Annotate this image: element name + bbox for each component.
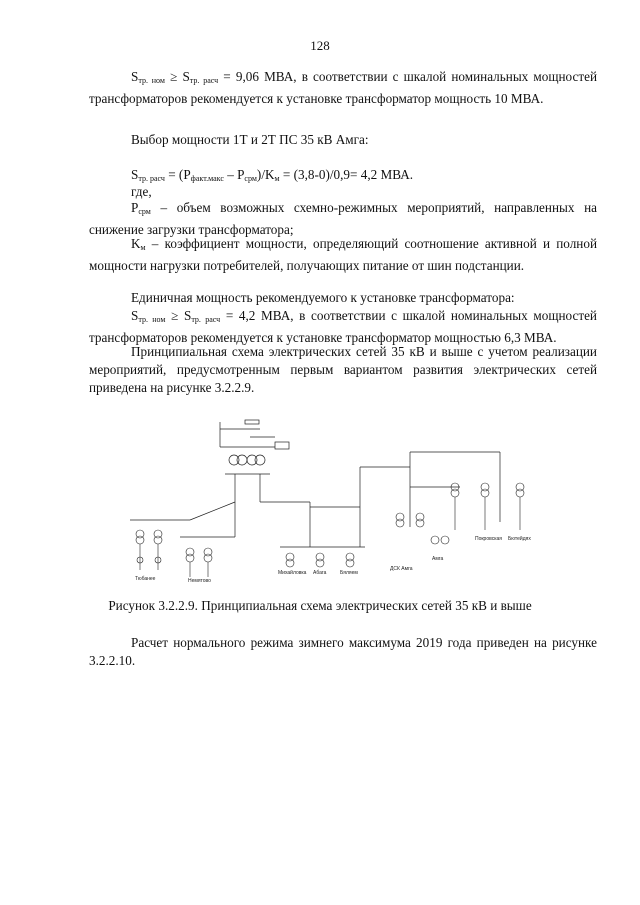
heading-amga-selection: Выбор мощности 1Т и 2Т ПС 35 кВ Амга:: [131, 132, 369, 147]
substation-label: Амга: [432, 556, 444, 562]
substation-label: Михайловка: [278, 570, 307, 576]
definition-psrm: $P_{срм}$ – объем возможных схемно-режимных мероприятий, направленных на снижение загрузки трансформатора;: [89, 200, 597, 237]
unit-power-heading: Единичная мощность рекомендуемого к установке трансформатора:: [131, 290, 515, 305]
where-label: где,: [131, 184, 152, 199]
paragraph-transformer-rating-2: $S_{тр. ном} \ge S_{тр. расч} = 4,2$ МВА, в соответствии с шкалой номинальных мощностей трансформаторов рекомендуется к установке трансформатор мощностью 6,3 МВА.: [89, 308, 597, 345]
substation-label: Бютейдях: [508, 536, 531, 542]
paragraph-calc-reference: Расчет нормального режима зимнего максимума 2019 года приведен на рисунке 3.2.2.10.: [89, 635, 597, 668]
formula-amga-calc: $S_{тр. расч} = (P_{факт.макс} - P_{срм})/K_м = (3,8-0)/0,9= 4,2$ МВА.: [131, 167, 414, 183]
definition-km: $K_м$ – коэффициент мощности, определяющий соотношение активной и полной мощности нагрузки потребителей, получающих питание от шин подстанции.: [89, 236, 597, 273]
network-schematic-diagram: [100, 412, 540, 592]
substation-label: ДСК Амга: [390, 566, 413, 572]
paragraph-transformer-rating-1: $S_{тр. ном} \ge S_{тр. расч} = 9,06$ МВА, в соответствии с шкалой номинальных мощностей трансформаторов рекомендуется к установке трансформатор мощность 10 МВА.: [89, 69, 597, 106]
figure-caption: Рисунок 3.2.2.9. Принципиальная схема электрических сетей 35 кВ и выше: [108, 598, 532, 613]
paragraph-scheme-reference: Принципиальная схема электрических сетей 35 кВ и выше с учетом реализации мероприятий, предусмотренным первым вариантом развития электрических сетей приведена на рисунке 3.2.2.9.: [89, 344, 597, 395]
substation-label: Немятово: [188, 578, 211, 584]
page-number: 128: [310, 38, 330, 53]
substation-label: Бяляем: [340, 570, 358, 576]
substation-label: Покровская: [475, 536, 503, 542]
substation-label: Тюбанее: [135, 576, 156, 582]
substation-label: Абага: [313, 570, 327, 576]
